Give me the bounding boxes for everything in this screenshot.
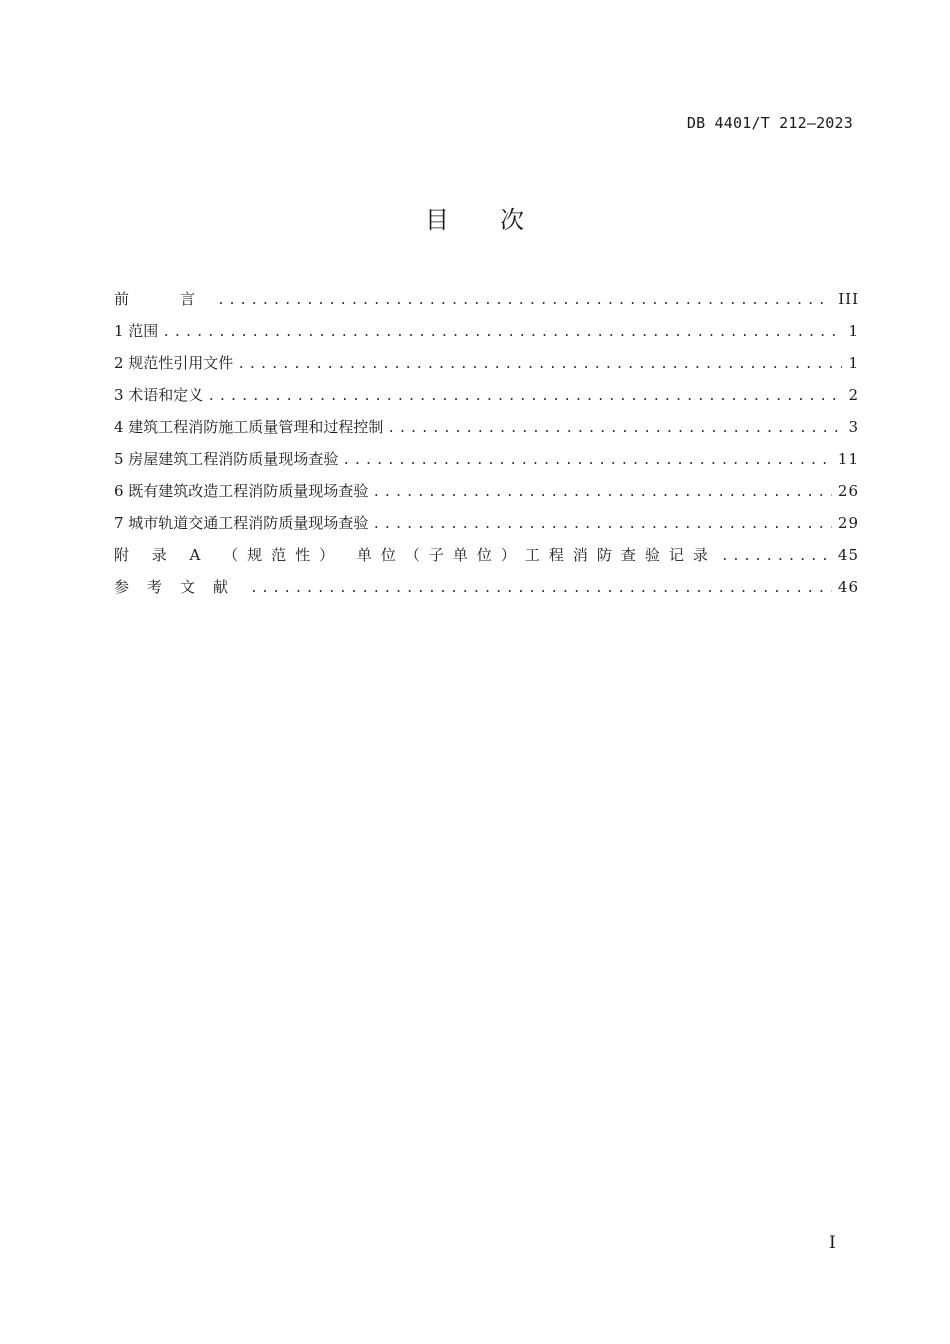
toc-dot-leader — [237, 353, 842, 377]
toc-dot-leader — [250, 577, 832, 601]
toc-entry-page: 2 — [848, 386, 859, 404]
toc-entry-label: 4 建筑工程消防施工质量管理和过程控制 — [114, 418, 384, 436]
title-char-2: 次 — [500, 206, 525, 234]
toc-entry-page: 26 — [837, 482, 859, 500]
page-title — [0, 200, 950, 235]
toc-dot-leader — [721, 545, 832, 569]
toc-entry-page: III — [838, 290, 859, 308]
toc-entry-label: 5 房屋建筑工程消防质量现场查验 — [114, 450, 339, 468]
toc-entry-label: 附 录 A （规范性） 单位（子单位）工程消防查验记录 — [114, 546, 717, 564]
toc-entry-label: 3 术语和定义 — [114, 386, 204, 404]
table-of-contents — [114, 287, 859, 607]
toc-entry-page: 29 — [837, 514, 859, 532]
toc-dot-leader — [162, 321, 842, 345]
toc-entry-label: 7 城市轨道交通工程消防质量现场查验 — [114, 514, 369, 532]
toc-entry-page: 45 — [837, 546, 859, 564]
document-code: DB 4401/T 212—2023 — [686, 114, 853, 132]
toc-dot-leader — [217, 289, 832, 313]
toc-dot-leader — [387, 417, 842, 441]
toc-entry-bibliography[interactable] — [114, 575, 859, 607]
toc-entry-label: 参考文献 — [114, 578, 247, 596]
toc-dot-leader — [372, 481, 832, 505]
toc-entry-terms-definitions[interactable] — [114, 383, 859, 415]
toc-entry-section-7[interactable] — [114, 511, 859, 543]
toc-entry-label: 6 既有建筑改造工程消防质量现场查验 — [114, 482, 369, 500]
toc-entry-appendix-a[interactable] — [114, 543, 859, 575]
toc-entry-section-6[interactable] — [114, 479, 859, 511]
toc-entry-foreword[interactable] — [114, 287, 859, 319]
title-char-1: 目 — [425, 206, 450, 234]
page-number: I — [829, 1233, 836, 1253]
toc-entry-section-5[interactable] — [114, 447, 859, 479]
toc-entry-label: 前 言 — [114, 290, 214, 308]
toc-entry-page: 46 — [837, 578, 859, 596]
toc-dot-leader — [372, 513, 832, 537]
toc-entry-page: 1 — [848, 354, 859, 372]
toc-entry-label: 1 范围 — [114, 322, 159, 340]
toc-entry-page: 1 — [848, 322, 859, 340]
toc-entry-scope[interactable] — [114, 319, 859, 351]
toc-entry-page: 3 — [848, 418, 859, 436]
toc-dot-leader — [207, 385, 842, 409]
toc-entry-section-4[interactable] — [114, 415, 859, 447]
toc-entry-label: 2 规范性引用文件 — [114, 354, 234, 372]
toc-dot-leader — [342, 449, 832, 473]
toc-entry-page: 11 — [837, 450, 859, 468]
toc-entry-normative-references[interactable] — [114, 351, 859, 383]
